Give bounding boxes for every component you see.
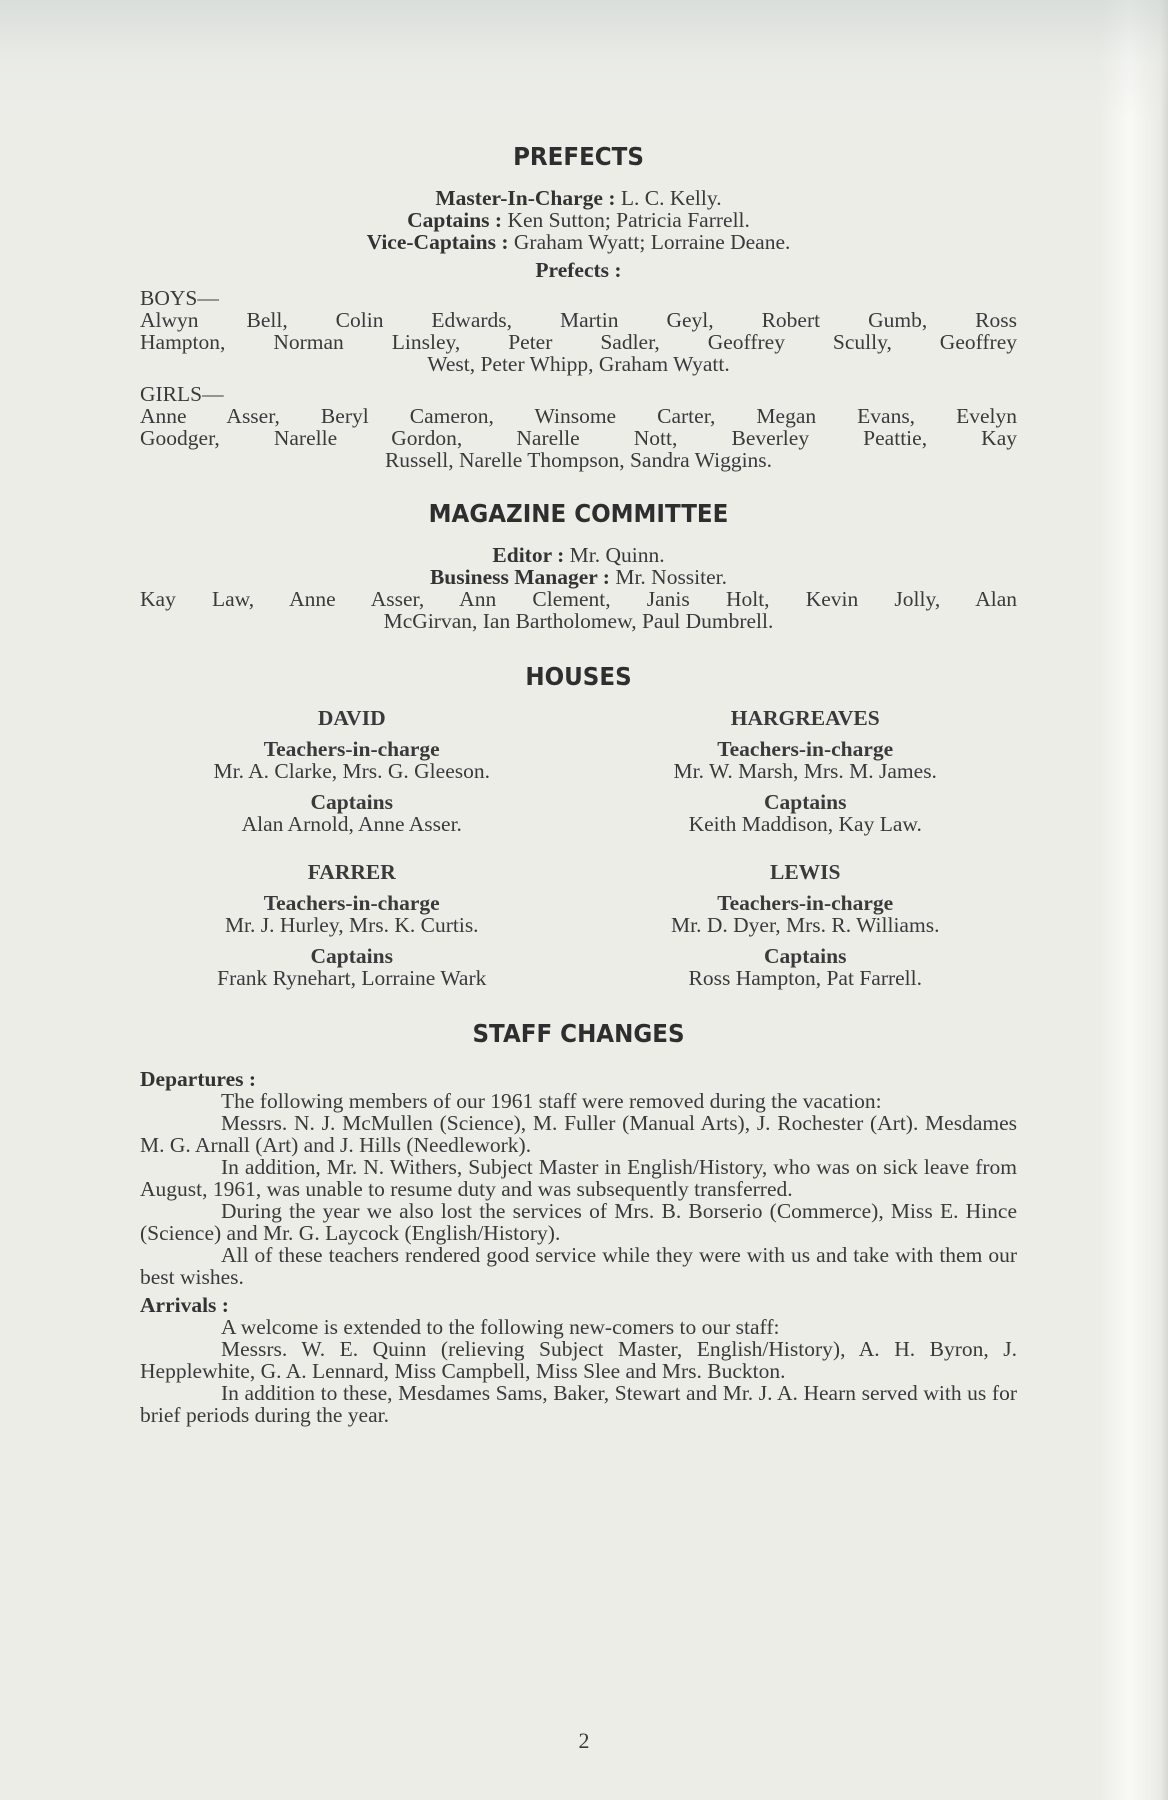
arrivals-paragraph: Messrs. W. E. Quinn (relieving Subject Master, English/History), A. H. Byron, J. Hepplewhite, G. A. Lennard, Miss Campbell, Miss Slee and Mrs. Buckton.	[140, 1337, 1017, 1383]
master-in-charge-value: L. C. Kelly.	[615, 186, 722, 210]
house-name: LEWIS	[769, 860, 841, 884]
captains-line	[140, 209, 1017, 231]
boys-list-line: Hampton, Norman Linsley, Peter Sadler, Geoffrey Scully, Geoffrey	[140, 330, 1017, 354]
business-manager-label: Business Manager :	[429, 565, 610, 589]
house-captains-value: Alan Arnold, Anne Asser.	[241, 812, 462, 836]
prefects-subheading: Prefects :	[535, 258, 622, 282]
page-number: 2	[578, 1728, 590, 1753]
master-in-charge-label: Master-In-Charge :	[435, 186, 616, 210]
girls-list-line: Anne Asser, Beryl Cameron, Winsome Carter, Megan Evans, Evelyn	[140, 404, 1017, 428]
vice-captains-value: Graham Wyatt; Lorraine Deane.	[508, 230, 791, 254]
staff-changes-heading: STAFF CHANGES	[472, 1019, 685, 1048]
departures-label: Departures :	[140, 1067, 257, 1091]
teachers-in-charge-label: Teachers-in-charge	[717, 891, 894, 915]
girls-list-line: Russell, Narelle Thompson, Sandra Wiggins.	[384, 448, 773, 472]
business-manager-value: Mr. Nossiter.	[609, 565, 728, 589]
teachers-in-charge-label: Teachers-in-charge	[263, 737, 440, 761]
business-manager-line	[140, 566, 1017, 588]
departures-paragraph: All of these teachers rendered good service while they were with us and take with them our best wishes.	[140, 1243, 1017, 1289]
boys-list-line: Alwyn Bell, Colin Edwards, Martin Geyl, Robert Gumb, Ross	[140, 308, 1017, 332]
houses-section	[140, 662, 1017, 989]
houses-heading: HOUSES	[525, 662, 632, 691]
master-in-charge-line	[140, 187, 1017, 209]
vice-captains-line	[140, 231, 1017, 253]
boys-list-line: West, Peter Whipp, Graham Wyatt.	[427, 352, 730, 376]
house-captains-label: Captains	[764, 790, 847, 814]
arrivals-paragraph: In addition to these, Mesdames Sams, Baker, Stewart and Mr. J. A. Hearn served with us for brief periods during the year.	[140, 1381, 1017, 1427]
teachers-in-charge-value: Mr. J. Hurley, Mrs. K. Curtis.	[224, 913, 479, 937]
house-captains-value: Ross Hampton, Pat Farrell.	[688, 966, 922, 990]
departures-paragraph: During the year we also lost the services of Mrs. B. Borserio (Commerce), Miss E. Hince (Science) and Mr. G. Laycock (English/History).	[140, 1199, 1017, 1245]
vice-captains-label: Vice-Captains :	[366, 230, 509, 254]
house-captains-label: Captains	[764, 944, 847, 968]
committee-members-line: McGirvan, Ian Bartholomew, Paul Dumbrell.	[383, 609, 774, 633]
house-name: DAVID	[317, 706, 386, 730]
prefects-heading: PREFECTS	[513, 142, 644, 171]
teachers-in-charge-value: Mr. D. Dyer, Mrs. R. Williams.	[671, 913, 940, 937]
house-lewis	[594, 861, 1018, 989]
house-captains-value: Frank Rynehart, Lorraine Wark	[217, 966, 487, 990]
editor-value: Mr. Quinn.	[564, 543, 665, 567]
teachers-in-charge-value: Mr. W. Marsh, Mrs. M. James.	[673, 759, 937, 783]
house-hargreaves	[594, 707, 1018, 835]
teachers-in-charge-value: Mr. A. Clarke, Mrs. G. Gleeson.	[213, 759, 490, 783]
arrivals-paragraph: A welcome is extended to the following new-comers to our staff:	[221, 1315, 780, 1339]
teachers-in-charge-label: Teachers-in-charge	[263, 891, 440, 915]
house-captains-value: Keith Maddison, Kay Law.	[688, 812, 922, 836]
magazine-committee-section	[140, 499, 1017, 632]
editor-label: Editor :	[492, 543, 565, 567]
magazine-committee-heading: MAGAZINE COMMITTEE	[428, 499, 729, 528]
editor-line	[140, 544, 1017, 566]
houses-grid	[140, 707, 1017, 989]
house-david	[140, 707, 564, 835]
teachers-in-charge-label: Teachers-in-charge	[717, 737, 894, 761]
page-content	[140, 140, 1017, 1426]
captains-label: Captains :	[407, 208, 503, 232]
house-farrer	[140, 861, 564, 989]
girls-list-line: Goodger, Narelle Gordon, Narelle Nott, Beverley Peattie, Kay	[140, 426, 1017, 450]
departures-paragraph: In addition, Mr. N. Withers, Subject Master in English/History, who was on sick leave from August, 1961, was unable to resume duty and was subsequently transferred.	[140, 1155, 1017, 1201]
boys-label: BOYS—	[140, 286, 219, 310]
staff-changes-section	[140, 1019, 1017, 1426]
girls-label: GIRLS—	[140, 382, 224, 406]
captains-value: Ken Sutton; Patricia Farrell.	[502, 208, 750, 232]
house-name: FARRER	[307, 860, 396, 884]
departures-paragraph: The following members of our 1961 staff were removed during the vacation:	[221, 1089, 882, 1113]
arrivals-label: Arrivals :	[140, 1293, 229, 1317]
prefects-section	[140, 142, 1017, 471]
house-captains-label: Captains	[310, 790, 393, 814]
committee-members-line: Kay Law, Anne Asser, Ann Clement, Janis Holt, Kevin Jolly, Alan	[140, 587, 1017, 611]
departures-paragraph: Messrs. N. J. McMullen (Science), M. Fuller (Manual Arts), J. Rochester (Art). Mesdames M. G. Arnall (Art) and J. Hills (Needlework).	[140, 1111, 1017, 1157]
house-name: HARGREAVES	[730, 706, 880, 730]
house-captains-label: Captains	[310, 944, 393, 968]
